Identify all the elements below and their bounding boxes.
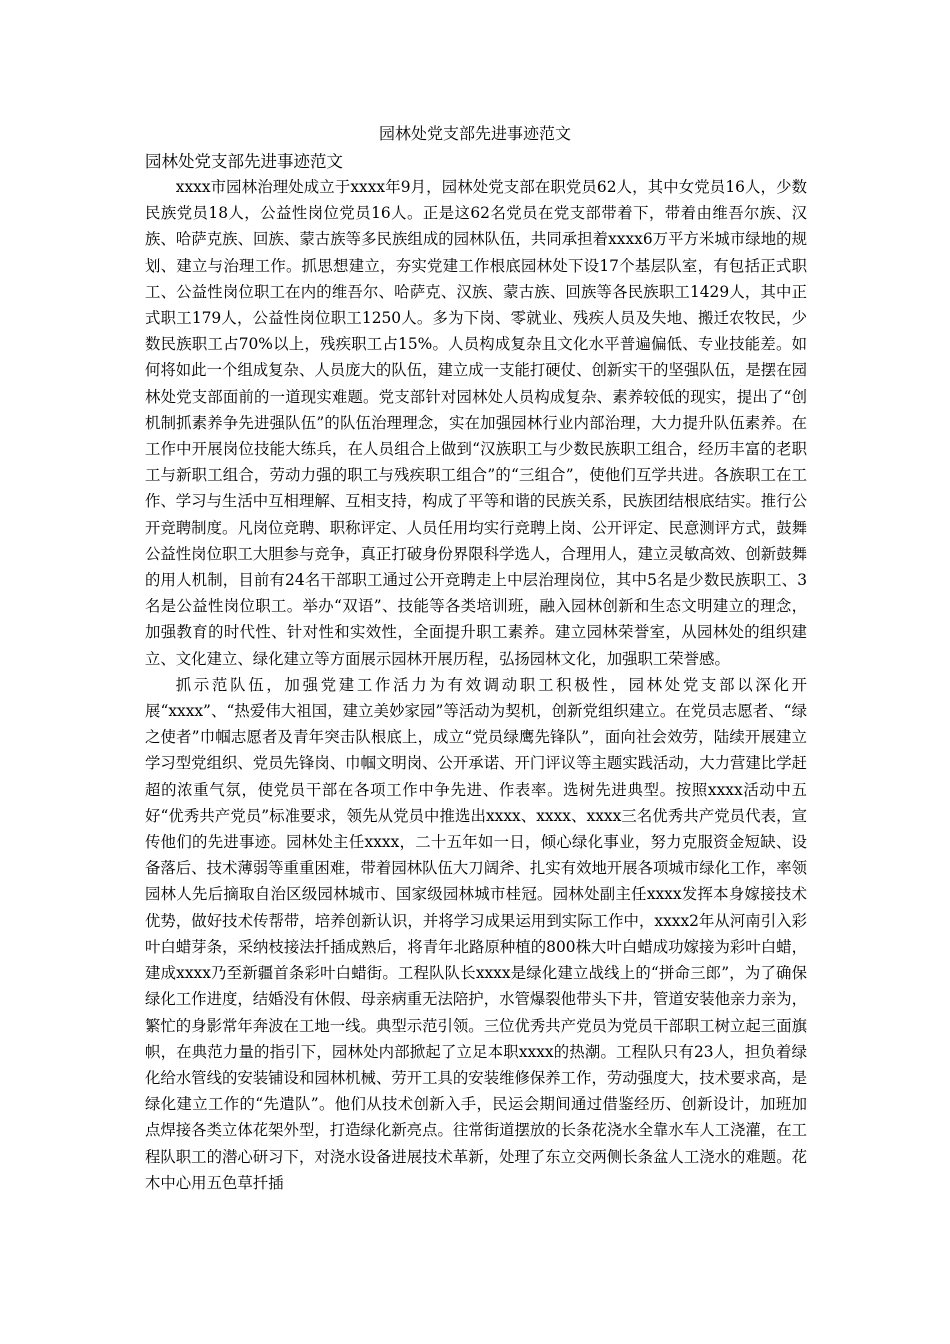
document-subtitle: 园林处党支部先进事迹范文 — [145, 152, 343, 171]
document-body — [145, 174, 807, 1196]
paragraph-2: 抓示范队伍，加强党建工作活力为有效调动职工积极性，园林处党支部以深化开展“xxxx”、“热爱伟大祖国，建立美妙家园”等活动为契机，创新党组织建立。在党员志愿者、“绿之使者”巾帼志愿者及青年突击队根底上，成立“党员绿鹰先锋队”，面向社会效劳，陆续开展建立学习型党组织、党员先锋岗、巾帼文明岗、公开承诺、开门评议等主题实践活动，大力营建比学赶超的浓重气氛，使党员干部在各项工作中争先进、作表率。选树先进典型。按照xxxx活动中五好“优秀共产党员”标准要求，领先从党员中推选出xxxx、xxxx、xxxx三名优秀共产党员代表，宣传他们的先进事迹。园林处主任xxxx，二十五年如一日，倾心绿化事业，努力克服资金短缺、设备落后、技术薄弱等重重困难，带着园林队伍大刀阔斧、扎实有效地开展各项城市绿化工作，率领园林人先后摘取自治区级园林城市、国家级园林城市桂冠。园林处副主任xxxx发挥本身嫁接技术优势，做好技术传帮带，培养创新认识，并将学习成果运用到实际工作中，xxxx2年从河南引入彩叶白蜡芽条，采纳枝接法扦插成熟后，将青年北路原种植的800株大叶白蜡成功嫁接为彩叶白蜡，建成xxxx乃至新疆首条彩叶白蜡街。工程队队长xxxx是绿化建立战线上的“拼命三郎”，为了确保绿化工作进度，结婚没有休假、母亲病重无法陪护，水管爆裂他带头下井，管道安装他亲力亲为，繁忙的身影常年奔波在工地一线。典型示范引领。三位优秀共产党员为党员干部职工树立起三面旗帜，在典范力量的指引下，园林处内部掀起了立足本职xxxx的热潮。工程队只有23人，担负着绿化给水管线的安装铺设和园林机械、劳开工具的安装维修保养工作，劳动强度大，技术要求高，是绿化建立工作的“先遣队”。他们从技术创新入手，民运会期间通过借鉴经历、创新设计，加班加点焊接各类立体花架外型，打造绿化新亮点。往常街道摆放的长条花浇水全靠水车人工浇灌，在工程队职工的潜心研习下，对浇水设备进展技术革新，处理了东立交两侧长条盆人工浇水的难题。花木中心用五色草扦插 — [145, 675, 807, 1192]
paragraph-1: xxxx市园林治理处成立于xxxx年9月，园林处党支部在职党员62人，其中女党员16人，少数民族党员18人，公益性岗位党员16人。正是这62名党员在党支部带着下，带着由维吾尔族、汉族、哈萨克族、回族、蒙古族等多民族组成的园林队伍，共同承担着xxxx6万平方米城市绿地的规划、建立与治理工作。抓思想建立，夯实党建工作根底园林处下设17个基层队室，有包括正式职工、公益性岗位职工在内的维吾尔、哈萨克、汉族、蒙古族、回族等各民族职工1429人，其中正式职工179人，公益性岗位职工1250人。多为下岗、零就业、残疾人员及失地、搬迁农牧民，少数民族职工占70%以上，残疾职工占15%。人员构成复杂且文化水平普遍偏低、专业技能差。如何将如此一个组成复杂、人员庞大的队伍，建立成一支能打硬仗、创新实干的坚强队伍，是摆在园林处党支部面前的一道现实难题。党支部针对园林处人员构成复杂、素养较低的现实，提出了“创机制抓素养争先进强队伍”的队伍治理理念，实在加强园林行业内部治理，大力提升队伍素养。在工作中开展岗位技能大练兵，在人员组合上做到“汉族职工与少数民族职工组合，经历丰富的老职工与新职工组合，劳动力强的职工与残疾职工组合”的“三组合”，使他们互学共进。各族职工在工作、学习与生活中互相理解、互相支持，构成了平等和谐的民族关系，民族团结根底结实。推行公开竞聘制度。凡岗位竞聘、职称评定、人员任用均实行竞聘上岗、公开评定、民意测评方式，鼓舞公益性岗位职工大胆参与竞争，真正打破身份界限科学选人，合理用人，建立灵敏高效、创新鼓舞的用人机制，目前有24名干部职工通过公开竞聘走上中层治理岗位，其中5名是少数民族职工、3名是公益性岗位职工。举办“双语”、技能等各类培训班，融入园林创新和生态文明建立的理念，加强教育的时代性、针对性和实效性，全面提升职工素养。建立园林荣誉室，从园林处的组织建立、文化建立、绿化建立等方面展示园林开展历程，弘扬园林文化，加强职工荣誉感。 — [145, 178, 807, 668]
document-title: 园林处党支部先进事迹范文 — [378, 124, 571, 143]
